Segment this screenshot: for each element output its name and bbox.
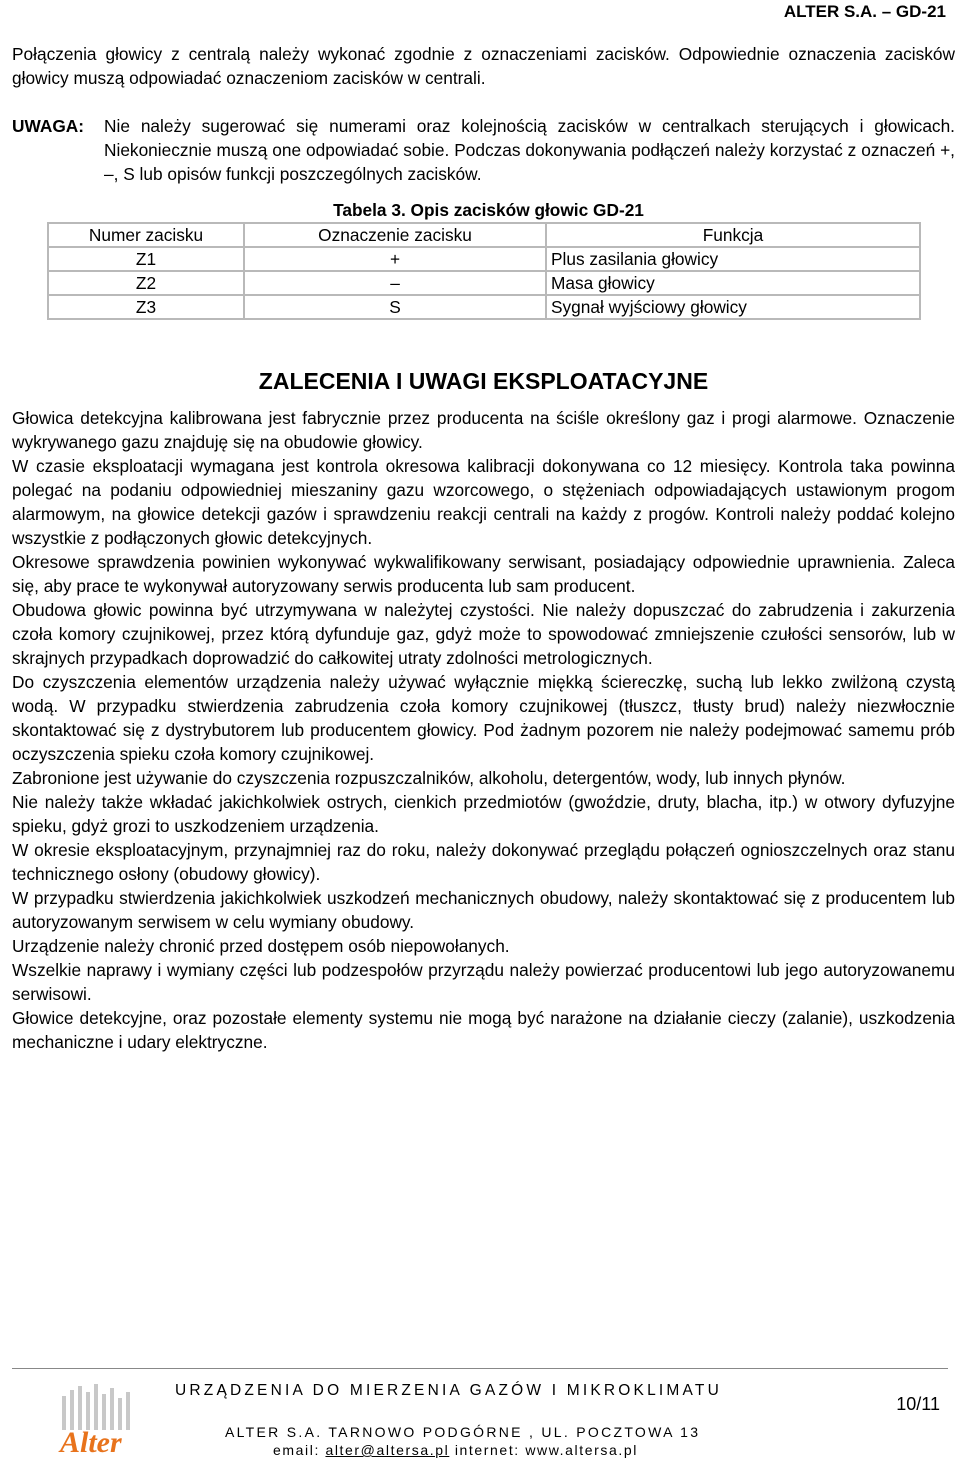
recommendations-body — [12, 406, 955, 1054]
body-paragraph: Urządzenie należy chronić przed dostępem osób niepowołanych. — [12, 936, 510, 956]
document-header-title: ALTER S.A. – GD-21 — [783, 2, 946, 21]
terminals-table — [47, 222, 921, 320]
page-footer — [0, 1372, 960, 1464]
table-row — [48, 247, 920, 271]
body-paragraph: W czasie eksploatacji wymagana jest kontrola okresowa kalibracji dokonywana co 12 miesięcy. Kontrola taka powinna polegać na podaniu odpowiedniej mieszaniny gazu wzorcowego, o stężeniach odpowiadających ustawionym progom alarmowym, na głowice detekcji gazów i sprawdzeniu reakcji centrali na każdy z progów. Kontroli należy poddać kolejno wszystkie z podłączonych głowic detekcyjnych. — [12, 456, 955, 548]
table-row — [48, 271, 920, 295]
alter-logo — [40, 1382, 160, 1462]
table-cell: Z1 — [48, 247, 244, 271]
table-cell: Plus zasilania głowicy — [546, 247, 920, 271]
footer-tagline: URZĄDZENIA DO MIERZENIA GAZÓW I MIKROKLIMATU — [175, 1382, 722, 1399]
table-header-row — [48, 223, 920, 247]
svg-text:Alter: Alter — [60, 1426, 122, 1459]
body-paragraph: Głowice detekcyjne, oraz pozostałe elementy systemu nie mogą być narażone na działanie cieczy (zalanie), uszkodzenia mechaniczne i udary elektryczne. — [12, 1008, 955, 1052]
body-paragraph: Nie należy także wkładać jakichkolwiek ostrych, cienkich przedmiotów (gwoździe, druty, blacha, itp.) w otwory dyfuzyjne spieku, gdyż grozi to uszkodzeniem urządzenia. — [12, 792, 955, 836]
table-cell: Masa głowicy — [546, 271, 920, 295]
page-number: 10/11 — [896, 1394, 940, 1414]
table-cell: Z2 — [48, 271, 244, 295]
intro-paragraph: Połączenia głowicy z centralą należy wykonać zgodnie z oznaczeniami zacisków. Odpowiednie oznaczenia zacisków głowicy muszą odpowiadać oznaczeniom zacisków w centrali. — [12, 44, 955, 88]
email-link[interactable]: alter@altersa.pl — [325, 1442, 450, 1458]
table-caption: Tabela 3. Opis zacisków głowic GD-21 — [333, 200, 644, 220]
table-row — [48, 295, 920, 319]
body-paragraph: Do czyszczenia elementów urządzenia należy używać wyłącznie miękką ściereczkę, suchą lub lekko zwilżoną czystą wodą. W przypadku stwierdzenia zabrudzenia czoła komory czujnikowej (tłuszcz, tłusty brud) należy niezwłocznie skontaktować się z dystrybutorem lub producentem głowicy. Pod żadnym pozorem nie należy podejmować samemu prób oczyszczenia spieku czoła komory czujnikowej. — [12, 672, 955, 764]
table-cell: – — [244, 271, 546, 295]
internet-label: internet: — [454, 1442, 520, 1458]
body-paragraph: Wszelkie naprawy i wymiany części lub podzespołów przyrządu należy powierzać producentowi lub jego autoryzowanemu serwisowi. — [12, 960, 955, 1004]
page-content — [12, 42, 955, 1054]
table-header-cell: Oznaczenie zacisku — [244, 223, 546, 247]
body-paragraph: W przypadku stwierdzenia jakichkolwiek uszkodzeń mechanicznych obudowy, należy skontaktować się z producentem lub autoryzowanym serwisem w celu wymiany obudowy. — [12, 888, 955, 932]
website-link[interactable]: www.altersa.pl — [525, 1442, 638, 1458]
table-cell: + — [244, 247, 546, 271]
warning-label: UWAGA: — [12, 116, 84, 136]
table-cell: Z3 — [48, 295, 244, 319]
body-paragraph: Obudowa głowic powinna być utrzymywana w należytej czystości. Nie należy dopuszczać do zabrudzenia i zakurzenia czoła komory czujnikowej, przez którą dyfunduje gaz, gdyż może to spowodować zmniejszenie czułości sensorów, lub w skrajnych przypadkach doprowadzić do całkowitej utraty zdolności metrologicznych. — [12, 600, 955, 668]
email-label: email: — [273, 1442, 320, 1458]
table-header-cell: Funkcja — [546, 223, 920, 247]
body-paragraph: Zabronione jest używanie do czyszczenia rozpuszczalników, alkoholu, detergentów, wody, lub innych płynów. — [12, 768, 846, 788]
footer-divider — [12, 1368, 948, 1369]
body-paragraph: Okresowe sprawdzenia powinien wykonywać wykwalifikowany serwisant, posiadający odpowiednie uprawnienia. Zaleca się, aby prace te wykonywał autoryzowany serwis producenta lub sam producent. — [12, 552, 955, 596]
warning-text: Nie należy sugerować się numerami oraz kolejnością zacisków w centralkach sterujących i głowicach. Niekoniecznie muszą one odpowiadać sobie. Podczas dokonywania podłączeń należy korzystać z oznaczeń +, –, S lub opisów funkcji poszczególnych zacisków. — [104, 116, 955, 184]
footer-contact — [273, 1442, 638, 1458]
body-paragraph: Głowica detekcyjna kalibrowana jest fabrycznie przez producenta na ściśle określony gaz i progi alarmowe. Oznaczenie wykrywanego gazu znajduję się na obudowie głowicy. — [12, 408, 955, 452]
table-cell: S — [244, 295, 546, 319]
footer-address: ALTER S.A. TARNOWO PODGÓRNE , UL. POCZTOWA 13 — [225, 1424, 701, 1440]
table-cell: Sygnał wyjściowy głowicy — [546, 295, 920, 319]
body-paragraph: W okresie eksploatacyjnym, przynajmniej raz do roku, należy dokonywać przeglądu połączeń ognioszczelnych oraz stanu technicznego osłony (obudowy głowicy). — [12, 840, 955, 884]
warning-block — [12, 114, 955, 186]
section-title: ZALECENIA I UWAGI EKSPLOATACYJNE — [258, 368, 709, 394]
table-header-cell: Numer zacisku — [48, 223, 244, 247]
